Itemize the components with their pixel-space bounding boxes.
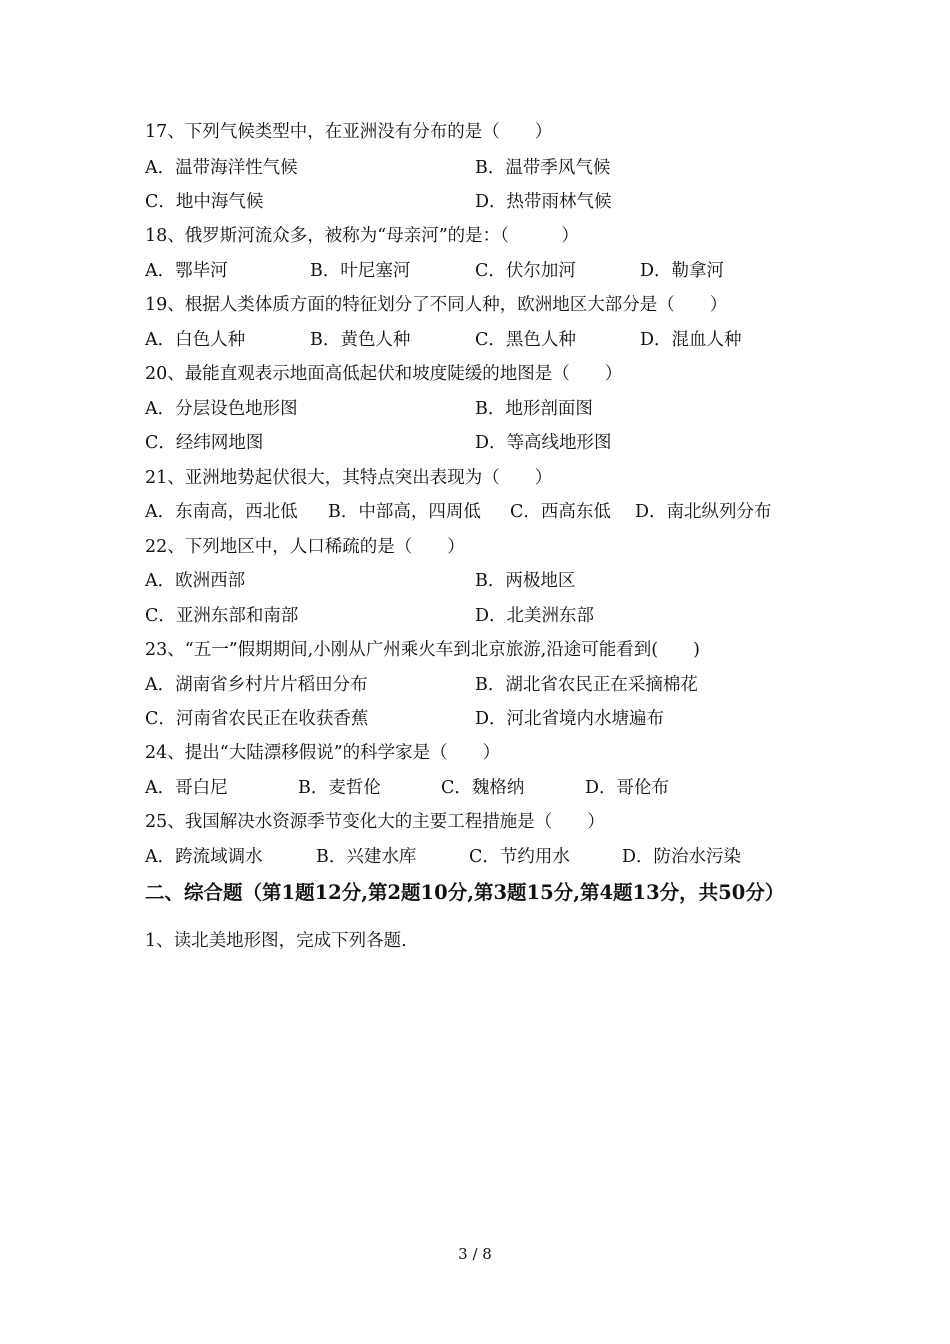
- question-25-option-a: A．跨流域调水: [145, 847, 263, 867]
- question-18-stem: 18、俄罗斯河流众多，被称为“母亲河”的是：（ ）: [145, 226, 579, 246]
- question-19-option-b: B．黄色人种: [310, 330, 411, 350]
- question-23-option-a: A．湖南省乡村片片稻田分布: [145, 675, 368, 695]
- question-17-option-a: A．温带海洋性气候: [145, 158, 298, 178]
- question-21-stem: 21、亚洲地势起伏很大，其特点突出表现为（ ）: [145, 468, 553, 488]
- question-22-option-a: A．欧洲西部: [145, 571, 246, 591]
- question-25-option-b: B．兴建水库: [316, 847, 417, 867]
- question-22-option-c: C．亚洲东部和南部: [145, 606, 299, 626]
- question-25-option-d: D．防治水污染: [622, 847, 742, 867]
- question-24-option-a: A．哥白尼: [145, 778, 228, 798]
- question-18-option-c: C．伏尔加河: [475, 261, 576, 281]
- question-18-option-d: D．勒拿河: [640, 261, 725, 281]
- question-21-option-c: C．西高东低: [510, 502, 611, 522]
- question-21-option-a: A．东南高，西北低: [145, 502, 298, 522]
- question-18-option-a: A．鄂毕河: [145, 261, 228, 281]
- question-25-option-c: C．节约用水: [469, 847, 570, 867]
- page-number: 3 / 8: [458, 1245, 492, 1263]
- question-18-option-b: B．叶尼塞河: [310, 261, 411, 281]
- question-24-option-b: B．麦哲伦: [298, 778, 381, 798]
- question-23-option-d: D．河北省境内水塘遍布: [475, 709, 665, 729]
- question-23-stem: 23、“五一”假期期间,小刚从广州乘火车到北京旅游,沿途可能看到( ): [145, 640, 700, 660]
- question-21-option-d: D．南北纵列分布: [635, 502, 772, 522]
- question-17-option-b: B．温带季风气候: [475, 158, 611, 178]
- question-19-option-d: D．混血人种: [640, 330, 742, 350]
- question-20-option-c: C．经纬网地图: [145, 433, 264, 453]
- question-17-stem: 17、下列气候类型中，在亚洲没有分布的是（ ）: [145, 122, 553, 142]
- section-2-title: 二、综合题（第1题12分,第2题10分,第3题15分,第4题13分，共50分）: [145, 881, 785, 904]
- question-19-option-c: C．黑色人种: [475, 330, 576, 350]
- question-20-option-d: D．等高线地形图: [475, 433, 612, 453]
- question-24-stem: 24、提出“大陆漂移假说”的科学家是（ ）: [145, 743, 501, 763]
- section-2-item-1: 1、读北美地形图，完成下列各题.: [145, 931, 407, 951]
- question-17-option-d: D．热带雨林气候: [475, 192, 612, 212]
- question-25-stem: 25、我国解决水资源季节变化大的主要工程措施是（ ）: [145, 812, 605, 832]
- question-22-stem: 22、下列地区中，人口稀疏的是（ ）: [145, 537, 465, 557]
- question-17-option-c: C．地中海气候: [145, 192, 264, 212]
- question-22-option-b: B．两极地区: [475, 571, 576, 591]
- question-19-option-a: A．白色人种: [145, 330, 246, 350]
- question-24-option-d: D．哥伦布: [585, 778, 670, 798]
- question-23-option-c: C．河南省农民正在收获香蕉: [145, 709, 369, 729]
- question-23-option-b: B．湖北省农民正在采摘棉花: [475, 675, 698, 695]
- question-20-stem: 20、最能直观表示地面高低起伏和坡度陡缓的地图是（ ）: [145, 364, 623, 384]
- question-24-option-c: C．魏格纳: [441, 778, 525, 798]
- question-19-stem: 19、根据人类体质方面的特征划分了不同人种，欧洲地区大部分是（ ）: [145, 295, 728, 315]
- question-21-option-b: B．中部高，四周低: [328, 502, 481, 522]
- question-20-option-b: B．地形剖面图: [475, 399, 593, 419]
- question-22-option-d: D．北美洲东部: [475, 606, 595, 626]
- question-20-option-a: A．分层设色地形图: [145, 399, 298, 419]
